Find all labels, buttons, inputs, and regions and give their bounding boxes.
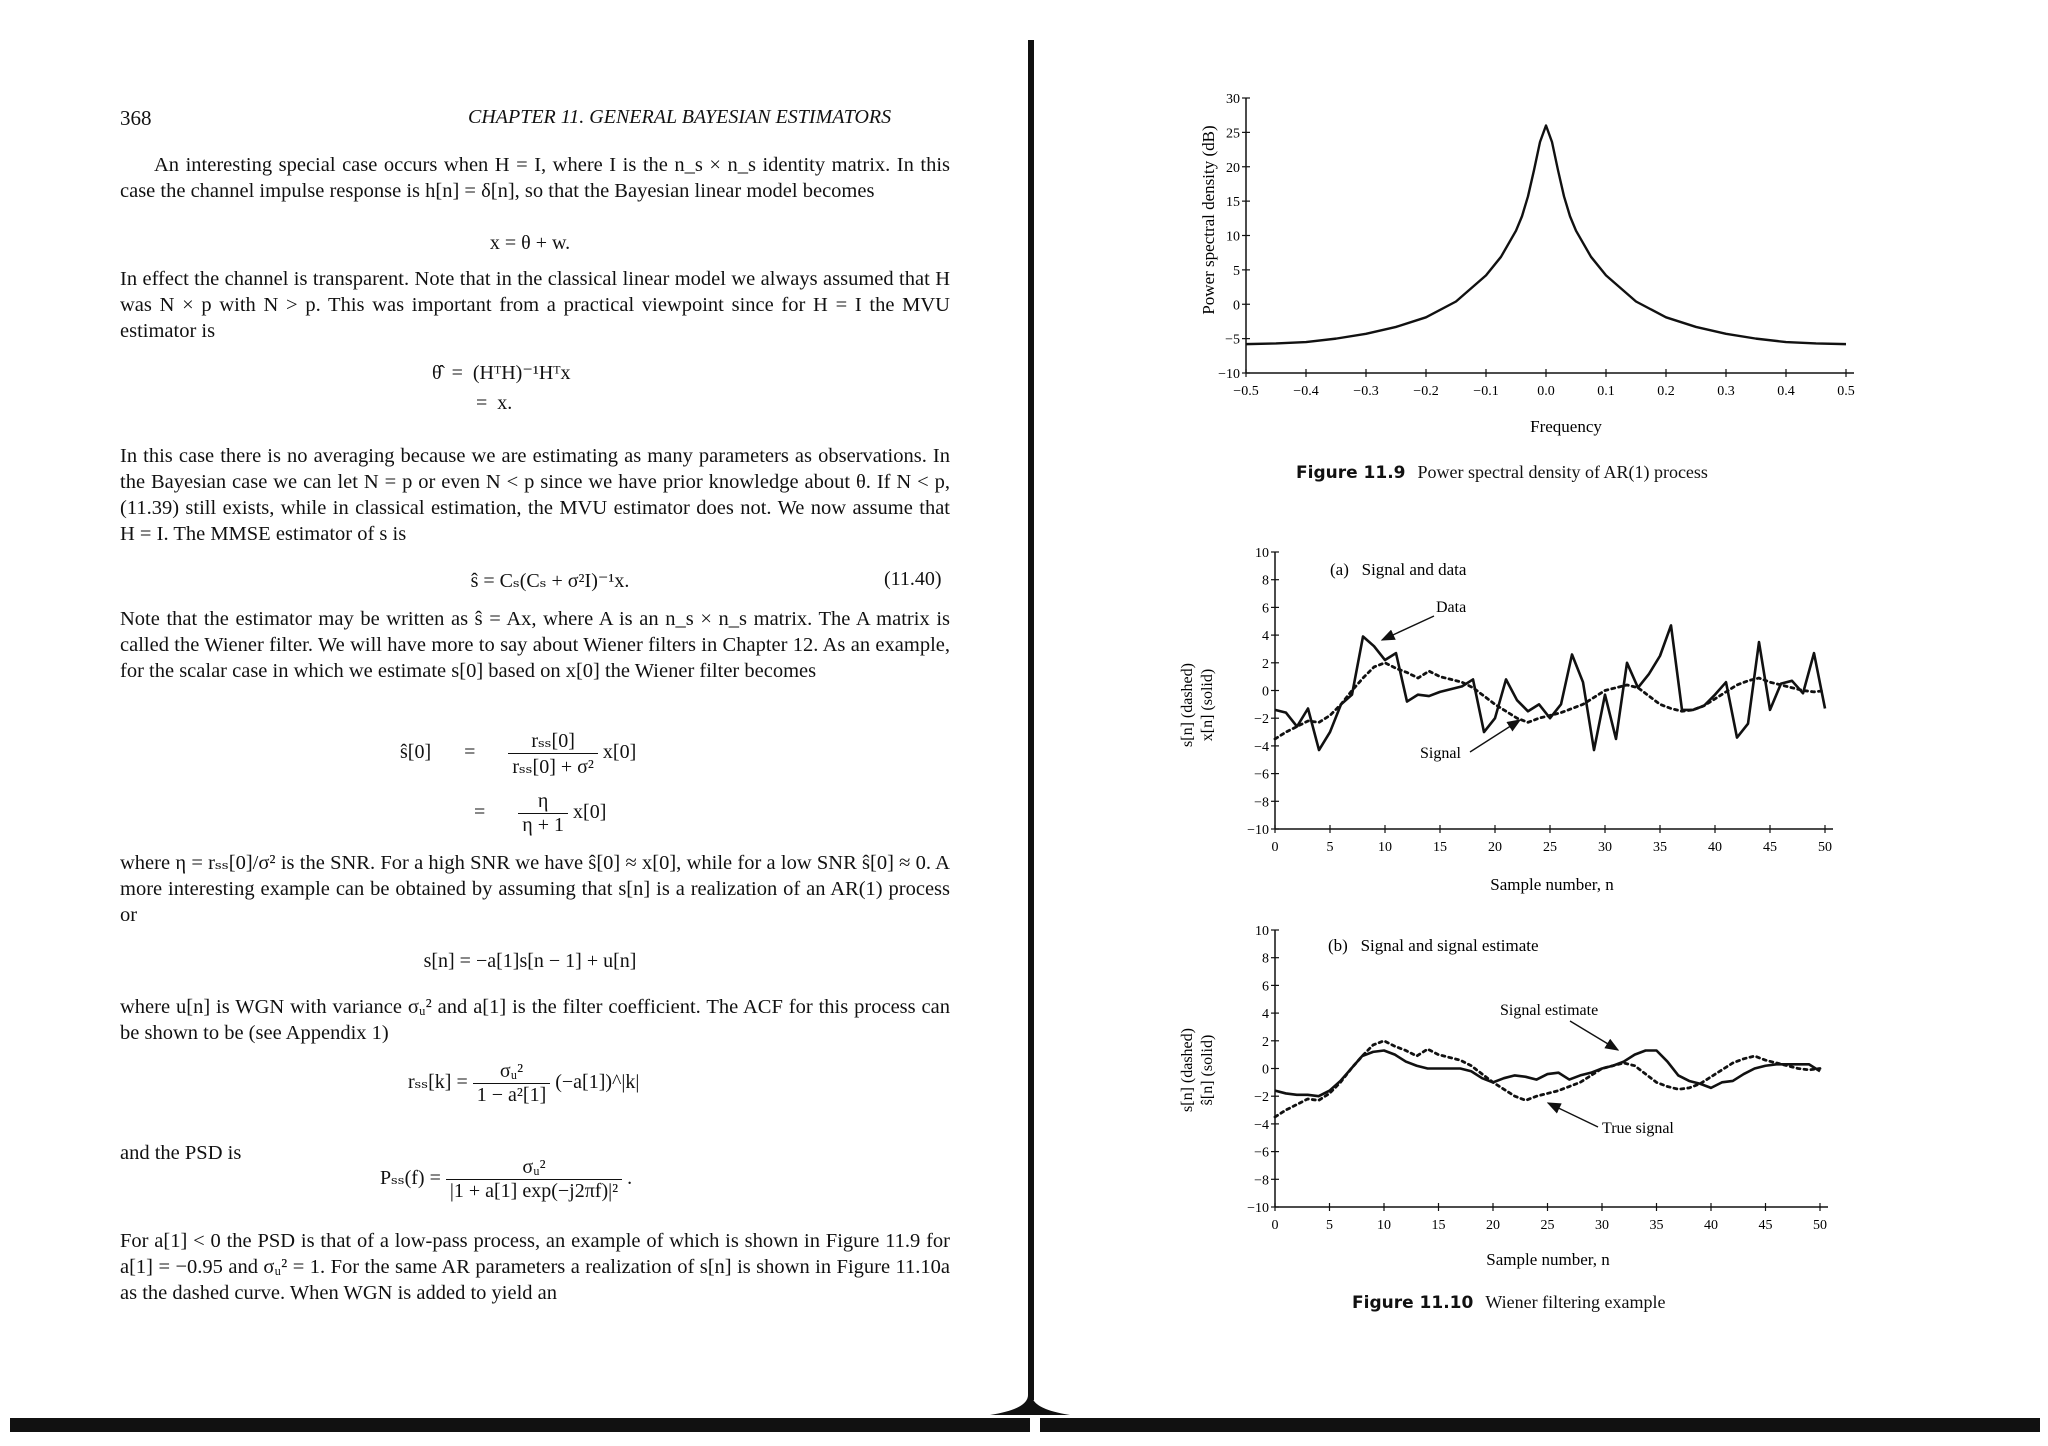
y-tick-label: 30 <box>1226 92 1240 107</box>
eq4-tail-1: x[0] <box>602 741 637 764</box>
fig10b-ylabel-top: s[n] (dashed) <box>1179 1028 1196 1112</box>
eq6-fraction <box>473 1060 550 1107</box>
x-tick-label: 15 <box>1433 840 1447 855</box>
x-tick-label: −0.4 <box>1293 384 1319 399</box>
fig10a-plot-area <box>1247 546 1833 855</box>
fig10b-arrow-true <box>1548 1103 1598 1127</box>
y-tick-label: 5 <box>1233 263 1240 279</box>
eq7-denominator: |1 + a[1] exp(−j2πf)|² <box>449 1180 619 1202</box>
figure-11-10-label: Figure 11.10 <box>1352 1293 1474 1313</box>
fig10a-arrow-signal <box>1470 720 1520 752</box>
fig10b-arrow-estimate <box>1570 1021 1618 1050</box>
fig10b-annotation-estimate <box>1500 1002 1598 1019</box>
book-spine <box>1028 40 1034 1400</box>
fig9-plot-area <box>1218 92 1855 399</box>
eq6-denominator: 1 − a²[1] <box>476 1084 547 1106</box>
x-tick-label: 20 <box>1486 1218 1500 1233</box>
x-tick-label: 0 <box>1271 1218 1279 1233</box>
y-tick-label: 20 <box>1226 160 1240 176</box>
y-tick-label: −2 <box>1254 712 1269 728</box>
page-number: 368 <box>120 106 152 130</box>
x-tick-label: 20 <box>1488 840 1502 855</box>
paragraph-1: An interesting special case occurs when H = I, where I is the n_s × n_s identity matrix. In this case the channel impulse response is h[n] = δ[n], so that the Bayesian linear model becomes <box>120 154 950 202</box>
equation-3-number: (11.40) <box>884 568 942 590</box>
fig10a-ylabel-top: s[n] (dashed) <box>1179 663 1196 747</box>
solid-series-line <box>1275 1050 1820 1096</box>
x-tick-label: −0.5 <box>1233 384 1259 399</box>
equation-5: s[n] = −a[1]s[n − 1] + u[n] <box>423 950 637 972</box>
x-tick-label: 15 <box>1431 1218 1446 1233</box>
solid-series-line <box>1275 625 1825 750</box>
equation-4-line1 <box>400 728 636 779</box>
paragraph-6: where u[n] is WGN with variance σᵤ² and a[1] is the filter coefficient. The ACF for this process can be shown to be (see Appendix 1) <box>120 996 950 1044</box>
y-tick-label: −4 <box>1254 739 1269 755</box>
x-tick-label: 25 <box>1543 840 1557 855</box>
solid-series-line <box>1246 126 1846 345</box>
y-tick-label: −6 <box>1254 767 1269 783</box>
y-tick-label: 4 <box>1262 1007 1269 1023</box>
fig10b-plot-area <box>1247 924 1828 1233</box>
fig10b-xlabel: Sample number, n <box>1486 1250 1610 1269</box>
eq4-numerator-1: rₛₛ[0] <box>508 728 598 754</box>
paragraph-5: where η = rₛₛ[0]/σ² is the SNR. For a high SNR we have ŝ[0] ≈ x[0], while for a low SNR ŝ[0] ≈ 0. A more interesting example can be obtained by assuming that s[n] is a realization of an AR(1) process or <box>120 852 950 926</box>
x-tick-label: 0.4 <box>1777 384 1795 399</box>
bottom-binding-right <box>1040 1418 2040 1432</box>
fig10b-annotation-true-text: True signal <box>1602 1120 1674 1137</box>
bottom-binding-left <box>10 1418 1030 1432</box>
equation-7 <box>380 1156 632 1203</box>
x-tick-label: 0 <box>1271 840 1279 855</box>
eq4-tail-2: x[0] <box>573 801 607 824</box>
y-tick-label: 8 <box>1262 573 1269 589</box>
eq4-numerator-2: η <box>518 790 568 814</box>
eq4-denominator-2: η + 1 <box>522 814 565 836</box>
figure-11-9-chart <box>1180 80 1880 450</box>
figure-11-9-label: Figure 11.9 <box>1296 463 1406 483</box>
x-tick-label: 35 <box>1653 840 1667 855</box>
eq4-fraction-1 <box>508 728 598 779</box>
x-tick-label: 45 <box>1763 840 1777 855</box>
y-tick-label: −10 <box>1247 823 1269 838</box>
y-tick-label: 10 <box>1255 546 1269 561</box>
eq4-fraction-2 <box>518 790 568 837</box>
x-tick-label: 25 <box>1540 1218 1555 1233</box>
x-tick-label: 40 <box>1704 1218 1718 1233</box>
paragraph-3: In this case there is no averaging because we are estimating as many parameters as observations. In the Bayesian case we can let N = p or even N < p since we have prior knowledge about θ. If N < p, (11.39) still exists, while in classical estimation, the MVU estimator does not. We now assume that H = I. The MMSE estimator of s is <box>120 445 950 545</box>
eq4-equals-2: = <box>474 801 486 824</box>
y-tick-label: 0 <box>1262 684 1269 700</box>
x-tick-label: 35 <box>1649 1218 1664 1233</box>
paragraph-2: In effect the channel is transparent. Note that in the classical linear model we always assumed that H was N × p with N > p. This was important from a practical viewpoint since for H = I the MVU estimator is <box>120 268 950 342</box>
eq7-tail: . <box>627 1167 633 1190</box>
y-tick-label: 10 <box>1255 924 1269 939</box>
y-tick-label: 25 <box>1226 126 1240 142</box>
y-tick-label: 2 <box>1262 1034 1269 1050</box>
fig9-ylabel: Power spectral density (dB) <box>1199 125 1218 315</box>
y-tick-label: 0 <box>1262 1062 1269 1078</box>
equation-6 <box>408 1060 639 1107</box>
fig10a-xlabel: Sample number, n <box>1490 875 1614 894</box>
x-tick-label: 50 <box>1818 840 1832 855</box>
x-tick-label: 30 <box>1595 1218 1609 1233</box>
x-tick-label: 10 <box>1378 840 1392 855</box>
x-tick-label: 5 <box>1326 1218 1333 1233</box>
y-tick-label: 6 <box>1262 601 1269 617</box>
eq6-lhs: rₛₛ[k] = <box>408 1071 468 1094</box>
x-tick-label: −0.3 <box>1353 384 1379 399</box>
y-tick-label: 0 <box>1233 298 1240 314</box>
fig10a-annotation-signal: Signal <box>1420 745 1461 762</box>
x-tick-label: 40 <box>1708 840 1722 855</box>
x-tick-label: 45 <box>1758 1218 1773 1233</box>
eq6-tail: (−a[1])^|k| <box>555 1071 640 1094</box>
x-tick-label: 0.5 <box>1837 384 1855 399</box>
eq4-denominator-1: rₛₛ[0] + σ² <box>512 756 594 778</box>
x-tick-label: 30 <box>1598 840 1612 855</box>
x-tick-label: 0.2 <box>1657 384 1675 399</box>
x-tick-label: 10 <box>1377 1218 1391 1233</box>
paragraph-7: and the PSD is <box>120 1142 242 1164</box>
eq7-numerator: σᵤ² <box>446 1156 622 1180</box>
y-tick-label: 4 <box>1262 629 1269 645</box>
equation-2-line1: θ̂ = (HᵀH)⁻¹Hᵀx <box>432 362 571 384</box>
eq4-equals-1: = <box>464 741 476 764</box>
fig10a-annotation-data: Data <box>1436 599 1467 616</box>
y-tick-label: −5 <box>1225 332 1240 348</box>
y-tick-label: −2 <box>1254 1090 1269 1106</box>
x-tick-label: 0.1 <box>1597 384 1615 399</box>
figure-11-9-text: Power spectral density of AR(1) process <box>1417 462 1708 482</box>
equation-4-line2 <box>474 790 606 837</box>
y-tick-label: 6 <box>1262 979 1269 995</box>
fig10a-ylabel-bottom: x[n] (solid) <box>1199 668 1216 742</box>
equation-1: x = θ + w. <box>489 232 571 254</box>
fig10a-title: (a) Signal and data <box>1330 560 1467 579</box>
y-tick-label: −8 <box>1254 795 1269 811</box>
figure-11-9-caption <box>1296 462 1708 483</box>
x-tick-label: 50 <box>1813 1218 1827 1233</box>
y-tick-label: 15 <box>1226 195 1240 211</box>
figure-11-10-caption <box>1352 1292 1666 1313</box>
paragraph-8: For a[1] < 0 the PSD is that of a low-pass process, an example of which is shown in Figure 11.9 for a[1] = −0.95 and σᵤ² = 1. For the same AR parameters a realization of s[n] is shown in Figure 11.10a as the dashed curve. When WGN is added to yield an <box>120 1230 950 1304</box>
paragraph-4: Note that the estimator may be written as ŝ = Ax, where A is an n_s × n_s matrix. The A matrix is called the Wiener filter. We will have more to say about Wiener filters in Chapter 12. As an example, for the scalar case in which we estimate s[0] based on x[0] the Wiener filter becomes <box>120 608 950 682</box>
dashed-series-line <box>1275 663 1825 739</box>
x-tick-label: −0.1 <box>1473 384 1499 399</box>
y-tick-label: −10 <box>1247 1201 1269 1216</box>
y-tick-label: −4 <box>1254 1117 1269 1133</box>
fig10b-annotation-true <box>1602 1120 1674 1137</box>
x-tick-label: 5 <box>1326 840 1334 855</box>
equation-2-line2: = x. <box>476 392 513 414</box>
y-tick-label: −6 <box>1254 1145 1269 1161</box>
eq7-lhs: Pₛₛ(f) = <box>380 1167 441 1190</box>
spine-base <box>990 1395 1070 1415</box>
eq4-lhs: ŝ[0] <box>400 741 432 764</box>
y-tick-label: 2 <box>1262 656 1269 672</box>
x-tick-label: −0.2 <box>1413 384 1439 399</box>
eq6-numerator: σᵤ² <box>473 1060 550 1084</box>
fig10a-arrow-data <box>1382 616 1434 640</box>
fig10b-title: (b) Signal and signal estimate <box>1328 936 1539 955</box>
fig10b-ylabel-bottom: ŝ[n] (solid) <box>1199 1034 1216 1106</box>
y-tick-label: 8 <box>1262 951 1269 967</box>
y-tick-label: −10 <box>1218 367 1240 382</box>
x-tick-label: 0.3 <box>1717 384 1735 399</box>
y-tick-label: −8 <box>1254 1173 1269 1189</box>
figure-11-10a-chart <box>1170 540 1890 900</box>
equation-3: ŝ = Cₛ(Cₛ + σ²I)⁻¹x. <box>470 570 630 592</box>
figure-11-10b-chart <box>1170 915 1890 1275</box>
eq7-fraction <box>446 1156 622 1203</box>
fig10b-annotation-estimate-text: Signal estimate <box>1500 1002 1599 1019</box>
y-tick-label: 10 <box>1226 229 1240 245</box>
x-tick-label: 0.0 <box>1537 384 1555 399</box>
chapter-title: CHAPTER 11. GENERAL BAYESIAN ESTIMATORS <box>468 106 892 128</box>
figure-11-10-text: Wiener filtering example <box>1485 1292 1666 1312</box>
fig9-xlabel: Frequency <box>1530 417 1602 436</box>
